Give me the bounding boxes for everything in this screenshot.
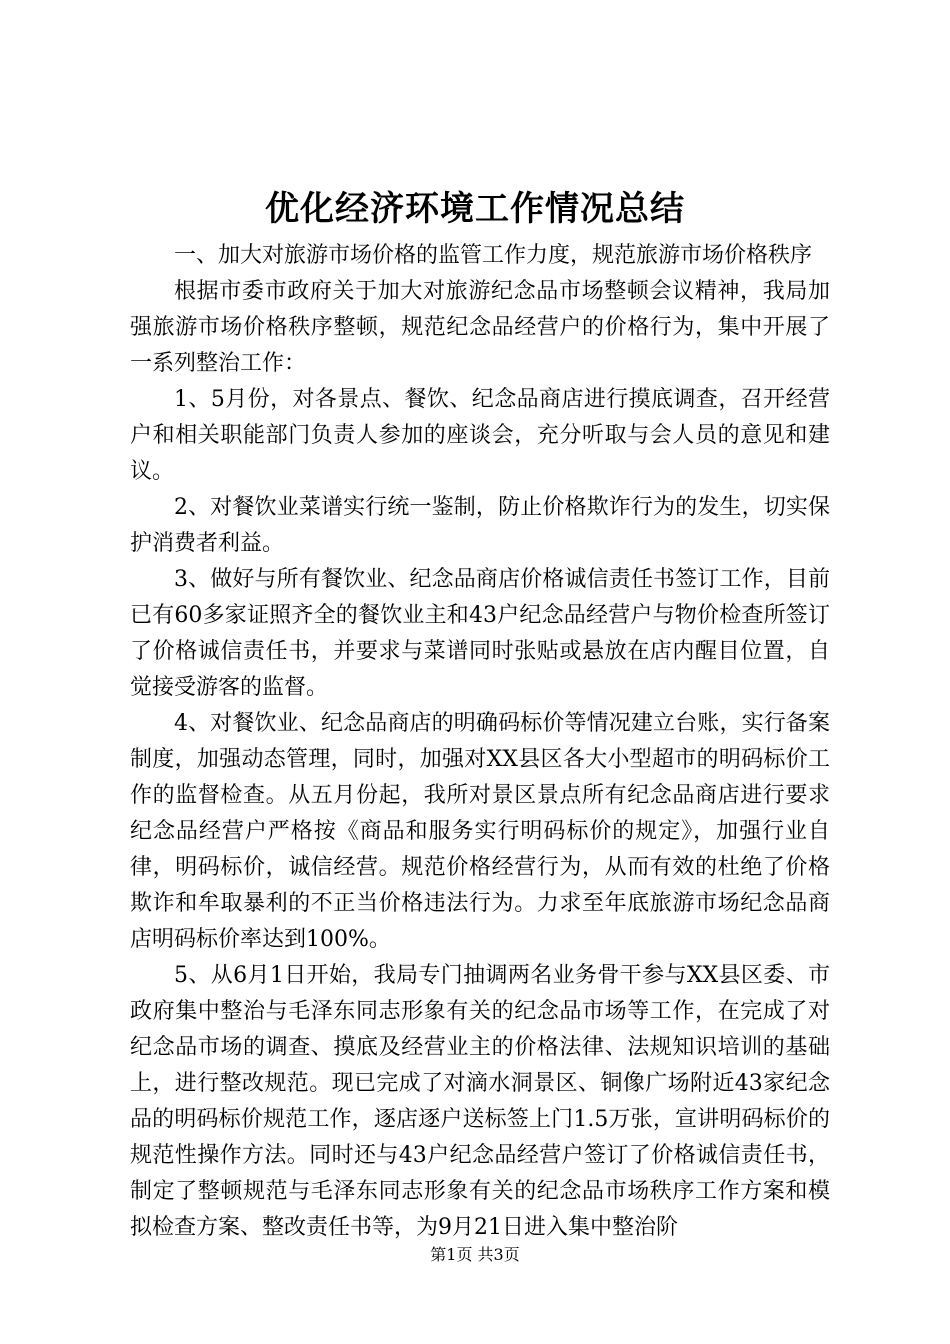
document-body bbox=[130, 238, 830, 1246]
paragraph-item-3: 3、做好与所有餐饮业、纪念品商店价格诚信责任书签订工作，目前已有60多家证照齐全的餐饮业主和43户纪念品经营户与物价检查所签订了价格诚信责任书，并要求与菜谱同时张贴或悬放在店内醒目位置，自觉接受游客的监督。 bbox=[130, 567, 830, 700]
heading-section-1: 一、加大对旅游市场价格的监管工作力度，规范旅游市场价格秩序 bbox=[174, 243, 813, 268]
paragraph-item-2: 2、对餐饮业菜谱实行统一鉴制，防止价格欺诈行为的发生，切实保护消费者利益。 bbox=[130, 495, 830, 556]
paragraph-item-1: 1、5月份，对各景点、餐饮、纪念品商店进行摸底调查，召开经营户和相关职能部门负责人参加的座谈会，充分听取与会人员的意见和建议。 bbox=[130, 387, 830, 484]
paragraph-intro: 根据市委市政府关于加大对旅游纪念品市场整顿会议精神，我局加强旅游市场价格秩序整顿，规范纪念品经营户的价格行为，集中开展了一系列整治工作： bbox=[130, 279, 830, 376]
paragraph-item-4: 4、对餐饮业、纪念品商店的明确码标价等情况建立台账，实行备案制度，加强动态管理，同时，加强对XX县区各大小型超市的明码标价工作的监督检查。从五月份起，我所对景区景点所有纪念品商店进行要求纪念品经营户严格按《商品和服务实行明码标价的规定》，加强行业自律，明码标价，诚信经营。规范价格经营行为，从而有效的杜绝了价格欺诈和牟取暴利的不正当价格违法行为。力求至年底旅游市场纪念品商店明码标价率达到100%。 bbox=[130, 711, 830, 952]
document-title: 优化经济环境工作情况总结 bbox=[265, 189, 685, 229]
page-number-footer: 第1页 共3页 bbox=[430, 1245, 520, 1264]
paragraph-item-5: 5、从6月1日开始，我局专门抽调两名业务骨干参与XX县区委、市政府集中整治与毛泽东同志形象有关的纪念品市场等工作，在完成了对纪念品市场的调查、摸底及经营业主的价格法律、法规知识培训的基础上，进行整改规范。现已完成了对滴水洞景区、铜像广场附近43家纪念品的明码标价规范工作，逐店逐户送标签上门1.5万张，宣讲明码标价的规范性操作方法。同时还与43户纪念品经营户签订了价格诚信责任书，制定了整顿规范与毛泽东同志形象有关的纪念品市场秩序工作方案和模拟检查方案、整改责任书等，为9月21日进入集中整治阶 bbox=[130, 963, 830, 1240]
